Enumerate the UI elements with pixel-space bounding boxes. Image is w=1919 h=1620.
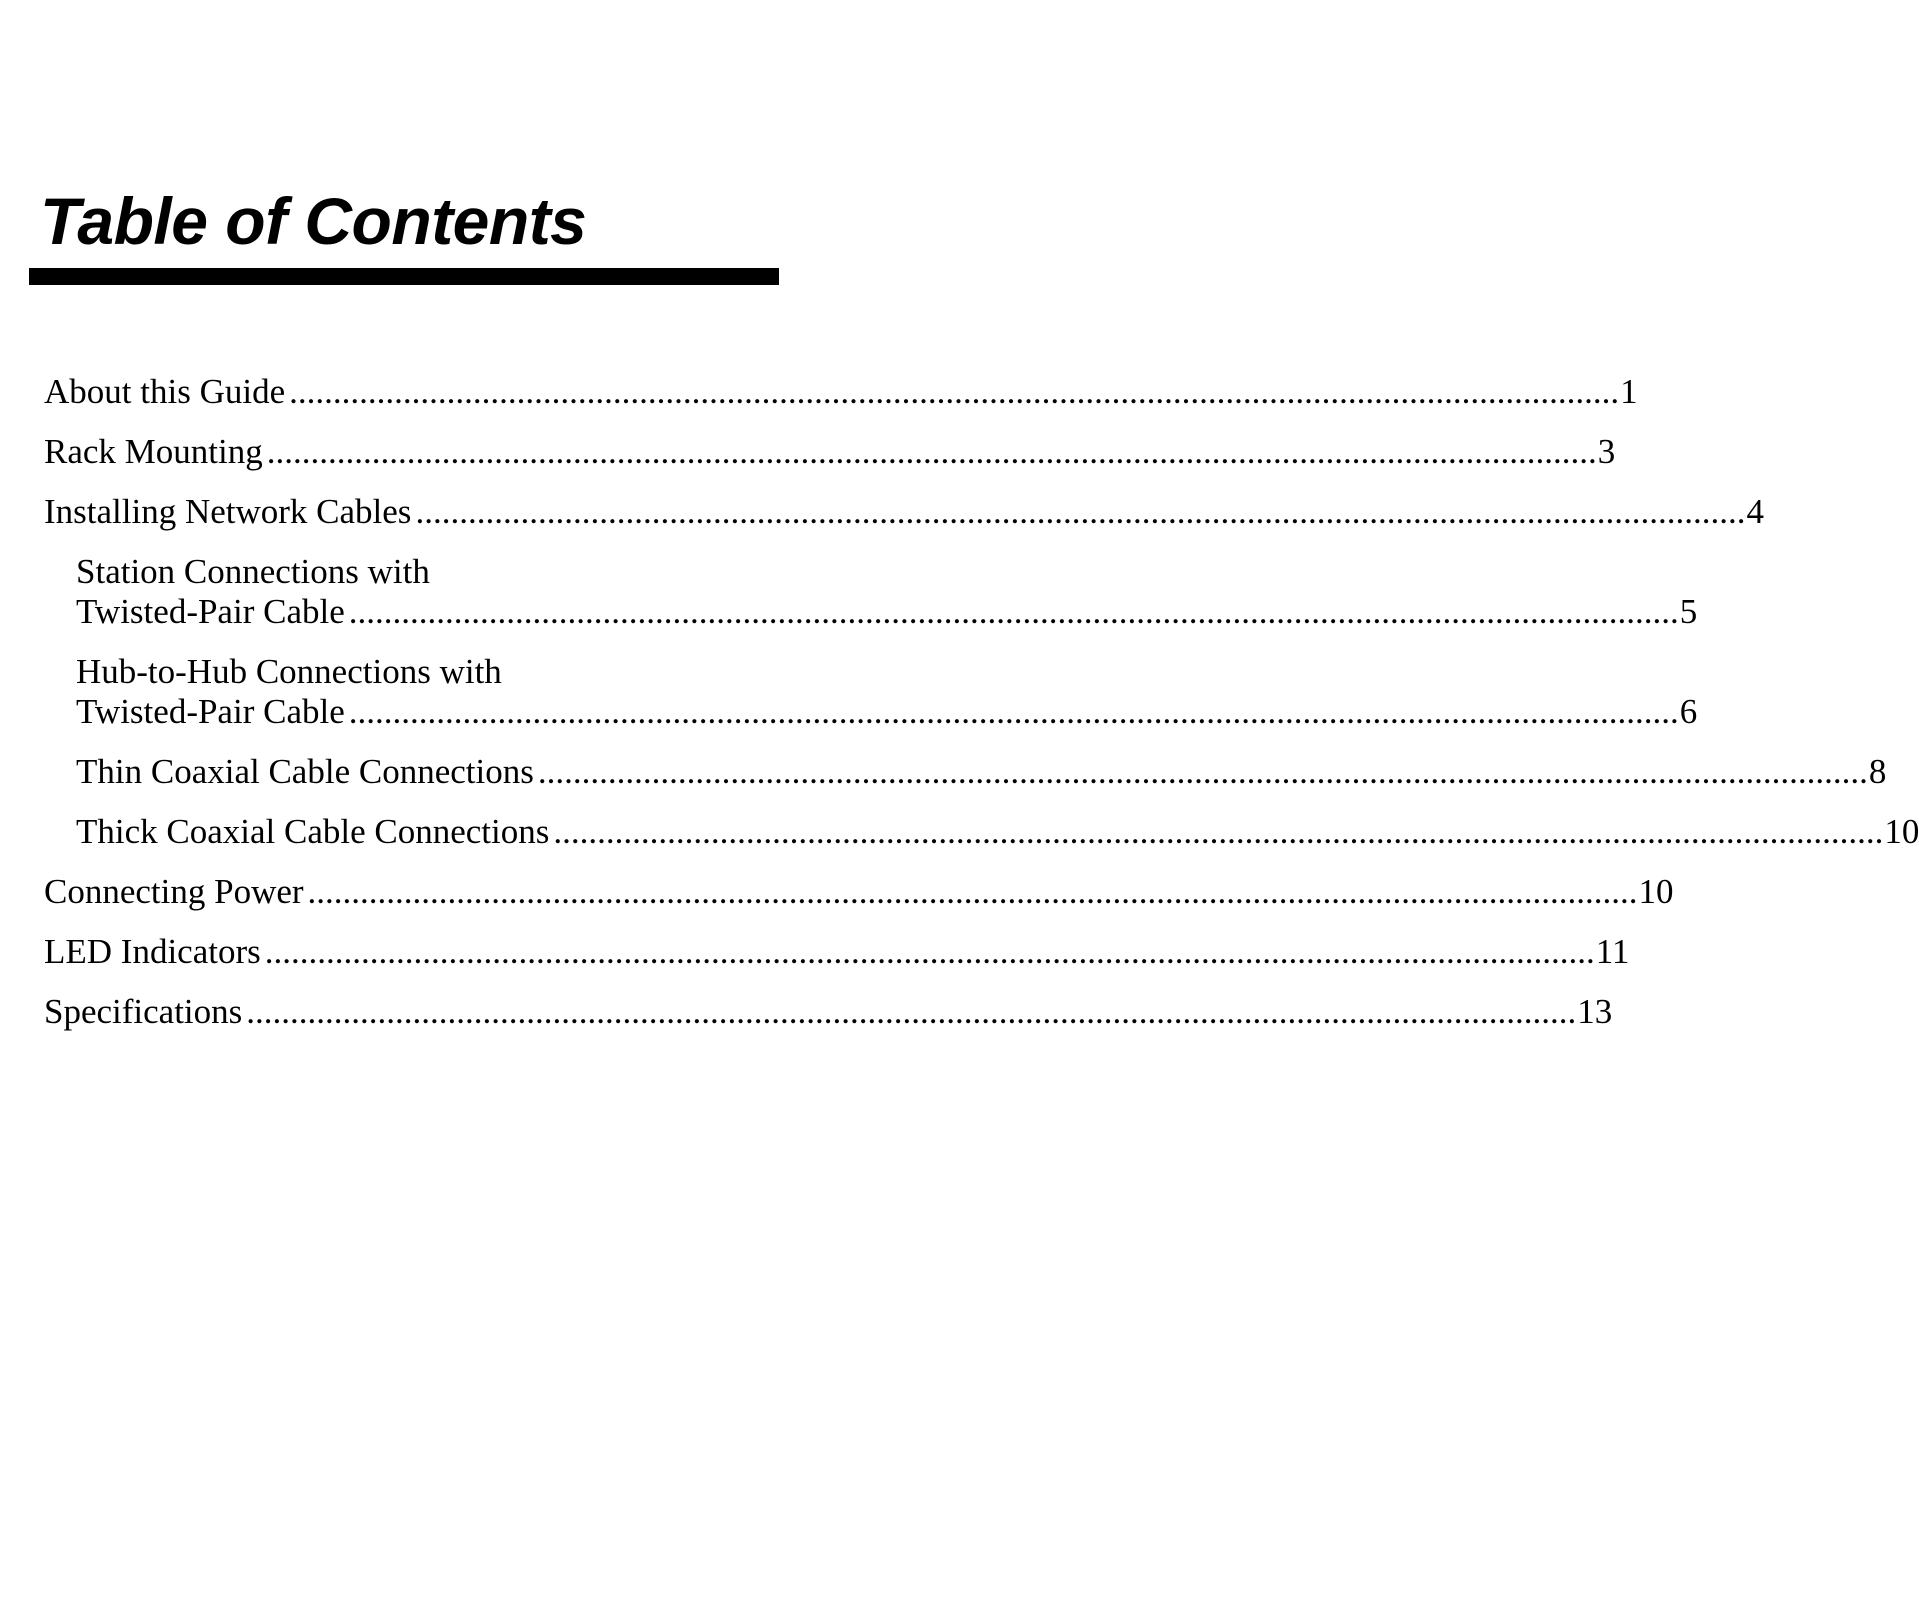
page-title: Table of Contents [40,184,587,258]
title-rule [29,268,779,285]
toc-entry-page: 1 [1620,372,1638,411]
toc-entry-title: Twisted-Pair Cable [76,692,345,731]
toc-entry-title: Twisted-Pair Cable [76,592,345,631]
toc-entry-title: Installing Network Cables [44,492,412,531]
toc-leader-dots: ........................................................................................................................................................ [307,872,1638,911]
toc-leader-dots: ........................................................................................................................................................ [246,992,1577,1031]
toc-entry-title: Thin Coaxial Cable Connections [76,752,534,791]
toc-leader-dots: ........................................................................................................................................................ [348,592,1679,631]
toc-leader-dots: ........................................................................................................................................................ [264,932,1595,971]
toc-entry-led-indicators[interactable] [44,932,1630,972]
toc-entry-title: Specifications [44,992,243,1031]
toc-entry-about-this-guide[interactable] [44,372,1638,412]
toc-leader-dots: ........................................................................................................................................................ [348,692,1679,731]
toc-entry-title: Rack Mounting [44,432,263,471]
toc-entry-thick-coaxial-cable-connections[interactable] [76,812,1919,852]
toc-leader-dots: ........................................................................................................................................................ [266,432,1597,471]
toc-entry-page: 8 [1868,752,1887,791]
toc-entry-page: 11 [1595,932,1630,971]
toc-leader-dots: ........................................................................................................................................................ [289,372,1620,411]
toc-leader-dots: ........................................................................................................................................................ [415,492,1746,531]
toc-entry-page: 3 [1597,432,1616,471]
toc-entry-specifications[interactable] [44,992,1613,1032]
toc-entry-station-connections-line1[interactable]: Station Connections with [76,552,430,591]
toc-entry-hub-to-hub-connections-line1[interactable]: Hub-to-Hub Connections with [76,652,502,691]
toc-entry-title: Connecting Power [44,872,304,911]
toc-entry-page: 10 [1638,872,1674,911]
toc-entry-page: 13 [1577,992,1613,1031]
toc-leader-dots: ........................................................................................................................................................ [553,812,1884,851]
toc-entry-title: About this Guide [44,372,286,411]
toc-entry-page: 6 [1679,692,1698,731]
toc-entry-page: 10 [1884,812,1919,851]
toc-entry-thin-coaxial-cable-connections[interactable] [76,752,1887,792]
toc-entry-title: Thick Coaxial Cable Connections [76,812,550,851]
toc-entry-title: LED Indicators [44,932,261,971]
toc-entry-installing-network-cables[interactable] [44,492,1764,532]
toc-entry-rack-mounting[interactable] [44,432,1616,472]
toc-entry-page: 4 [1746,492,1764,531]
toc-entry-page: 5 [1679,592,1698,631]
toc-entry-station-connections[interactable] [76,592,1698,632]
toc-entry-hub-to-hub-connections[interactable] [76,692,1698,732]
toc-entry-connecting-power[interactable] [44,872,1674,912]
toc-leader-dots: ........................................................................................................................................................ [537,752,1868,791]
